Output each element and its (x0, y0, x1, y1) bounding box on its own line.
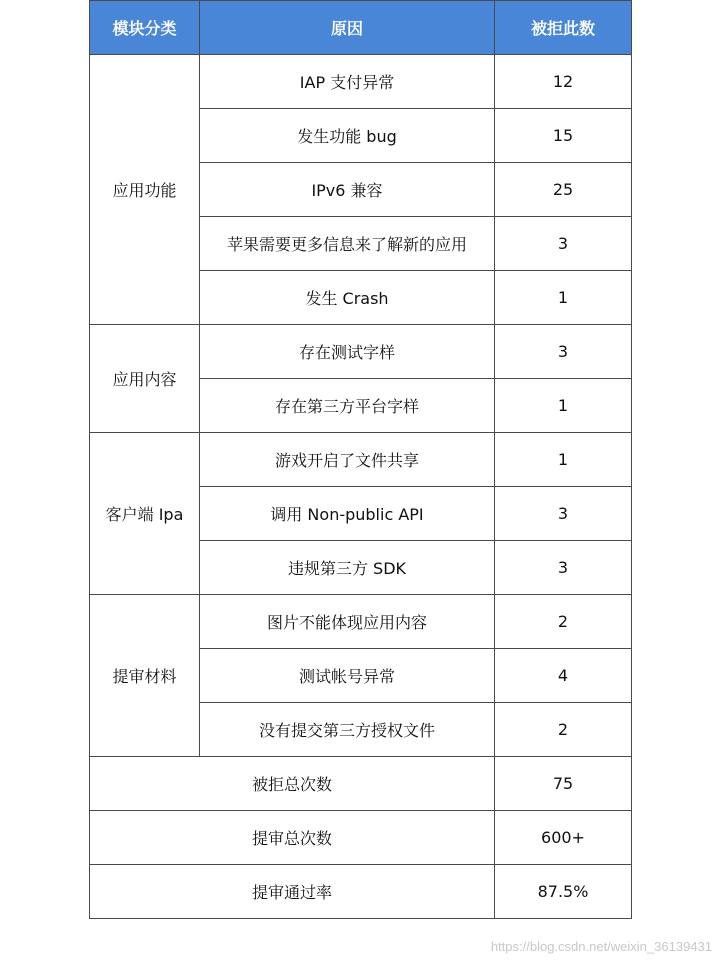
count-cell: 2 (495, 703, 632, 757)
count-cell: 3 (495, 541, 632, 595)
count-cell: 3 (495, 325, 632, 379)
summary-value: 87.5% (495, 865, 632, 919)
summary-label: 提审通过率 (90, 865, 495, 919)
reason-cell: 苹果需要更多信息来了解新的应用 (200, 217, 495, 271)
count-cell: 3 (495, 217, 632, 271)
reason-cell: 游戏开启了文件共享 (200, 433, 495, 487)
header-count: 被拒此数 (495, 1, 632, 55)
summary-row (90, 865, 632, 919)
summary-label: 被拒总次数 (90, 757, 495, 811)
count-cell: 3 (495, 487, 632, 541)
table-row (90, 595, 632, 649)
header-row (90, 1, 632, 55)
header-reason: 原因 (200, 1, 495, 55)
table-row (90, 433, 632, 487)
count-cell: 25 (495, 163, 632, 217)
summary-row (90, 757, 632, 811)
reason-cell: 存在第三方平台字样 (200, 379, 495, 433)
reason-cell: 图片不能体现应用内容 (200, 595, 495, 649)
summary-value: 75 (495, 757, 632, 811)
reason-cell: 没有提交第三方授权文件 (200, 703, 495, 757)
count-cell: 15 (495, 109, 632, 163)
reason-cell: IAP 支付异常 (200, 55, 495, 109)
watermark: https://blog.csdn.net/weixin_36139431 (490, 939, 712, 954)
count-cell: 12 (495, 55, 632, 109)
module-cell: 提审材料 (90, 595, 200, 757)
module-cell: 应用功能 (90, 55, 200, 325)
table-row (90, 325, 632, 379)
count-cell: 1 (495, 433, 632, 487)
reason-cell: 调用 Non-public API (200, 487, 495, 541)
table-row (90, 55, 632, 109)
count-cell: 1 (495, 271, 632, 325)
summary-value: 600+ (495, 811, 632, 865)
reason-cell: IPv6 兼容 (200, 163, 495, 217)
reason-cell: 违规第三方 SDK (200, 541, 495, 595)
summary-label: 提审总次数 (90, 811, 495, 865)
reason-cell: 发生功能 bug (200, 109, 495, 163)
reason-cell: 存在测试字样 (200, 325, 495, 379)
rejection-table (89, 0, 632, 919)
count-cell: 2 (495, 595, 632, 649)
module-cell: 客户端 Ipa (90, 433, 200, 595)
module-cell: 应用内容 (90, 325, 200, 433)
header-module: 模块分类 (90, 1, 200, 55)
count-cell: 1 (495, 379, 632, 433)
reason-cell: 测试帐号异常 (200, 649, 495, 703)
reason-cell: 发生 Crash (200, 271, 495, 325)
count-cell: 4 (495, 649, 632, 703)
summary-row (90, 811, 632, 865)
